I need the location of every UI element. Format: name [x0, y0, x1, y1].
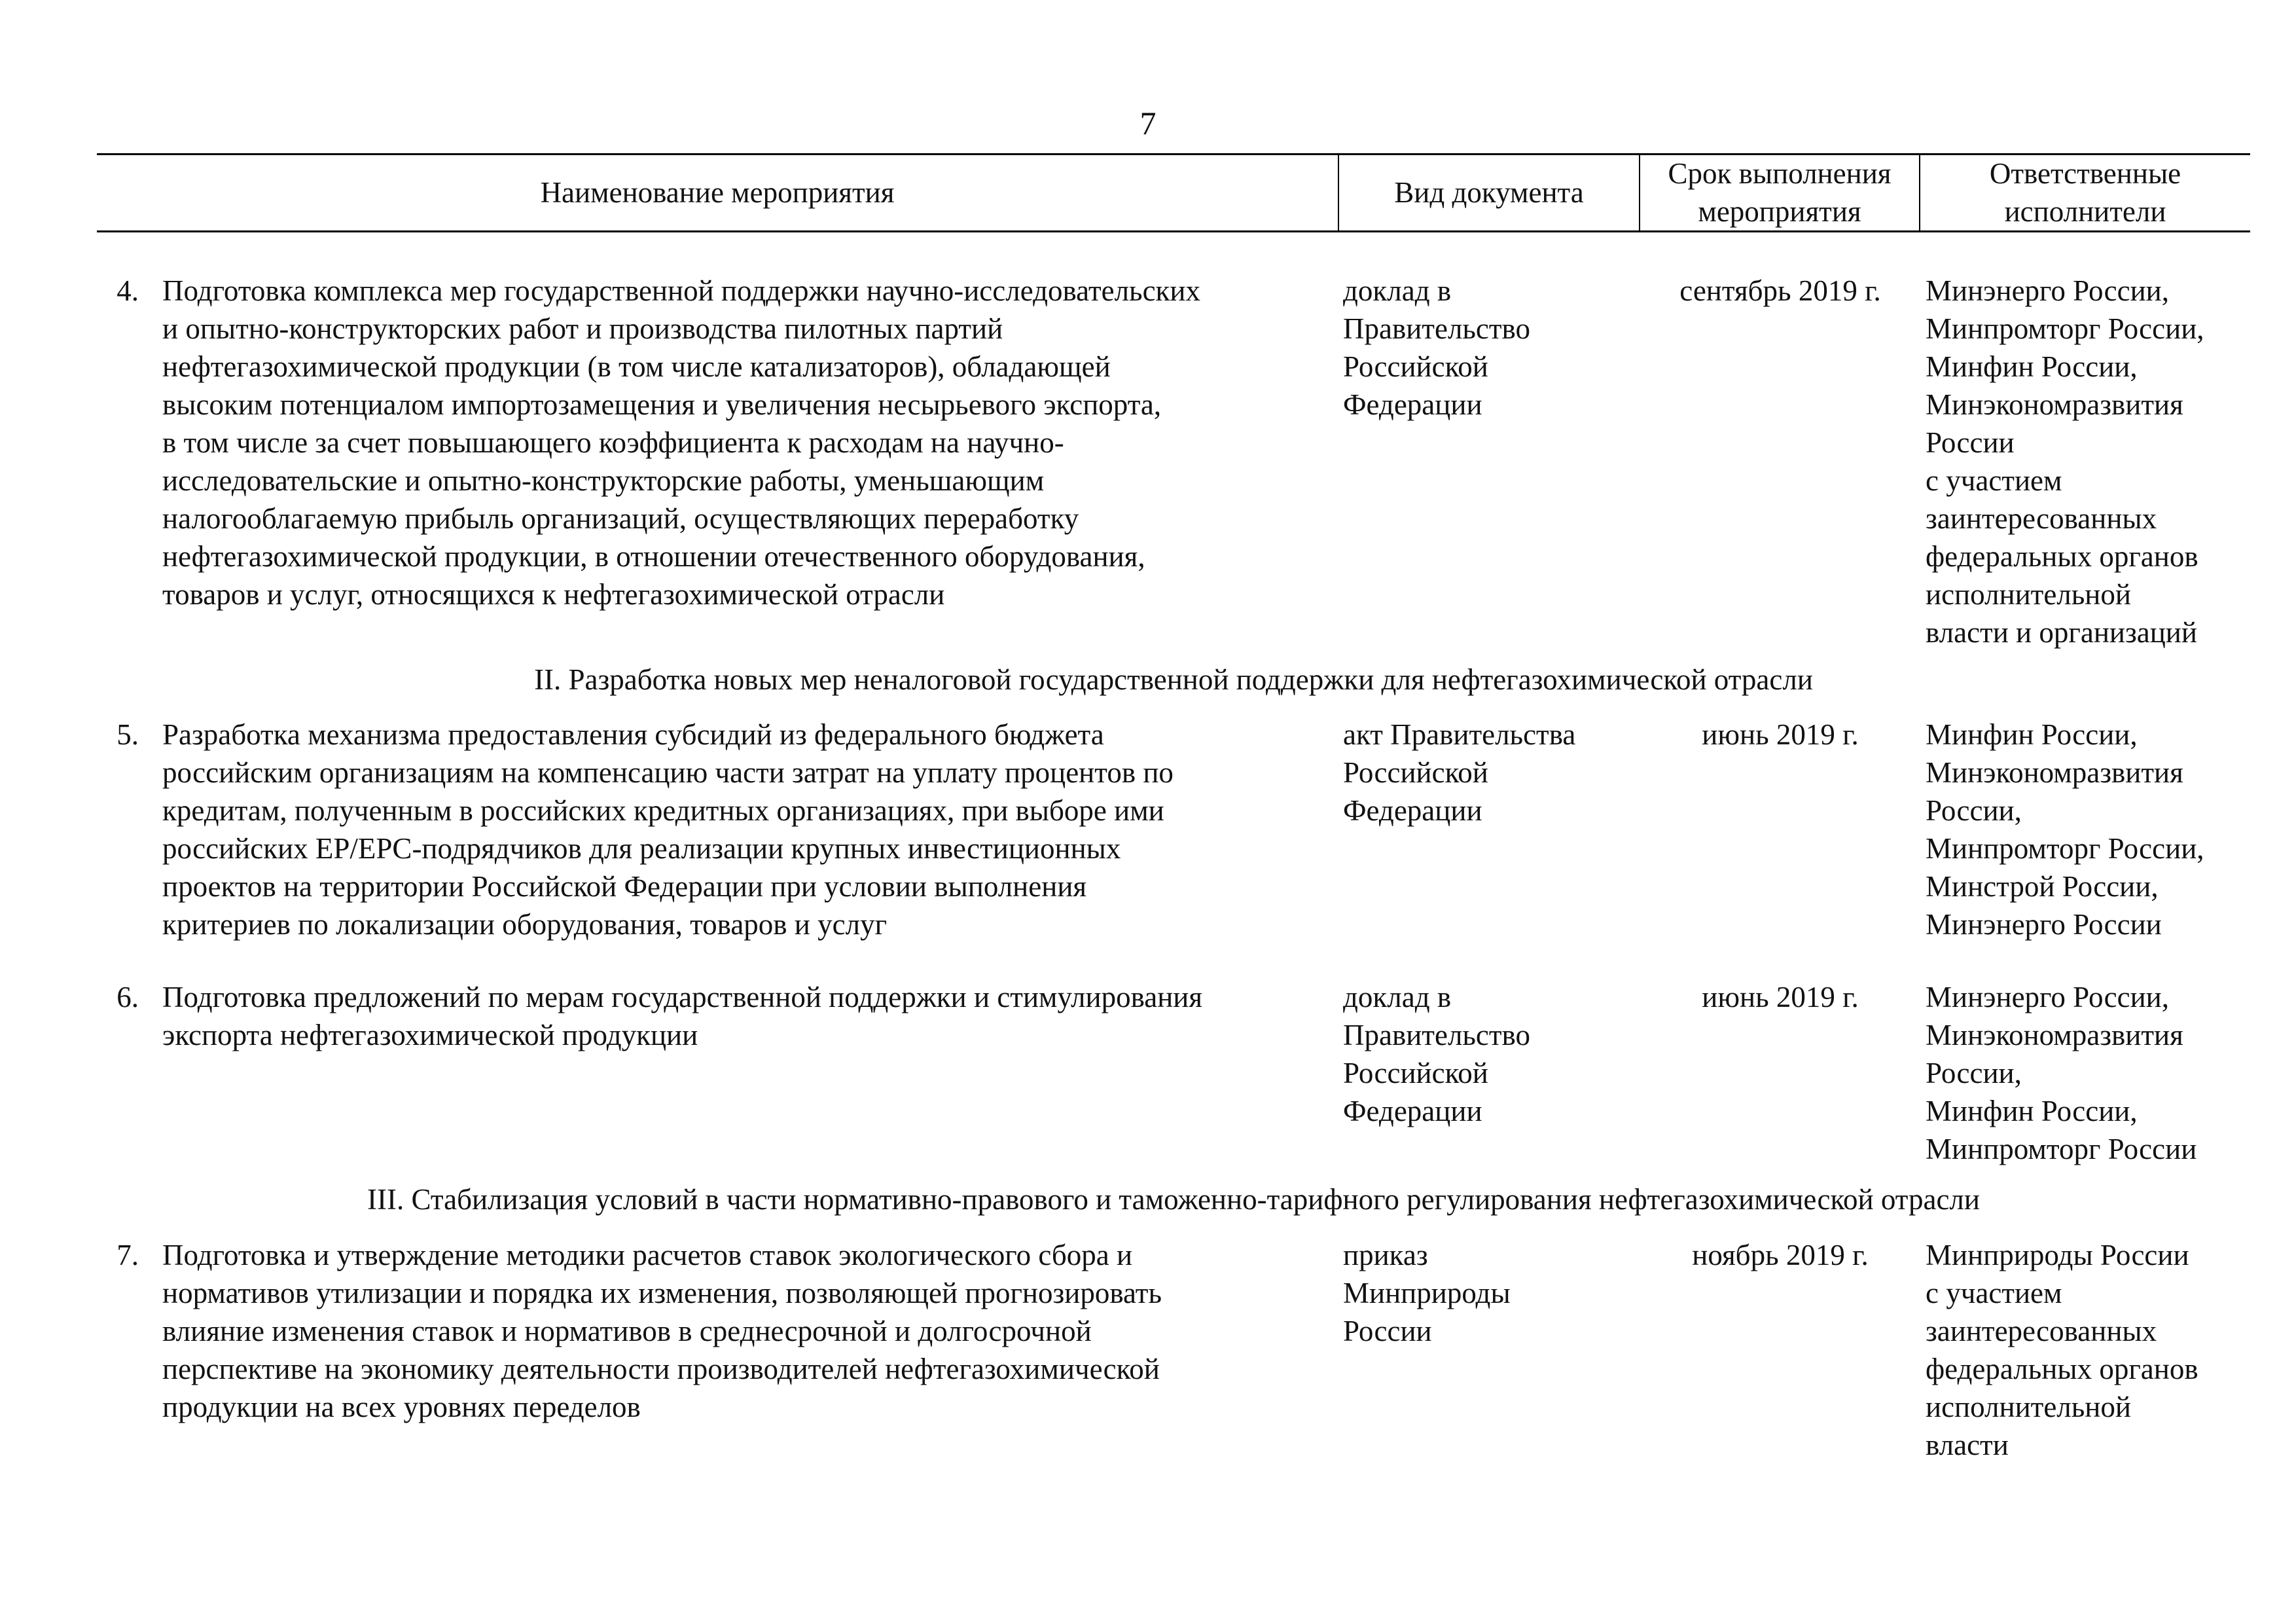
responsible: Минфин России, Минэкономразвития России, Минпромторг России, Минстрой России, Минэнерго России [1926, 718, 2204, 941]
document-type: акт Правительства Российской Федерации [1343, 718, 1576, 827]
page-number: 7 [1139, 105, 1157, 141]
header-event-name: Наименование мероприятия [540, 176, 895, 209]
row-number: 6. [117, 981, 139, 1013]
row-number: 4. [117, 274, 139, 307]
document-type: доклад в Правительство Российской Федерации [1343, 274, 1530, 421]
header-deadline: Срок выполнения мероприятия [1668, 157, 1892, 228]
event-name: Подготовка и утверждение методики расчетов ставок экологического сбора и нормативов утилизации и порядка их изменения, позволяющей прогнозировать влияние изменения ставок и нормативов в среднесрочной и долгосрочной перспективе на экономику деятельности производителей нефтегазохимической продукции на всех уровнях переделов [162, 1239, 1162, 1423]
event-name: Разработка механизма предоставления субсидий из федерального бюджета российским организациям на компенсацию части затрат на уплату процентов по кредитам, полученным в российских кредитных организациях, при выборе ими российских EP/EPC-подрядчиков для реализации крупных инвестиционных проектов на территории Российской Федерации при условии выполнения критериев по локализации оборудования, товаров и услуг [162, 718, 1174, 941]
responsible: Минприроды России с участием заинтересованных федеральных органов исполнительной власти [1926, 1239, 2198, 1461]
section-heading: III. Стабилизация условий в части нормативно-правового и таможенно-тарифного регулирования нефтегазохимической отрасли [367, 1183, 1980, 1216]
header-responsible: Ответственные исполнители [1989, 157, 2181, 228]
deadline: июнь 2019 г. [1702, 981, 1859, 1013]
document-type: приказ Минприроды России [1343, 1239, 1511, 1347]
responsible: Минэнерго России, Минпромторг России, Минфин России, Минэкономразвития России с участием заинтересованных федеральных органов исполнительной власти и организаций [1926, 274, 2204, 649]
row-number: 7. [117, 1239, 139, 1271]
responsible: Минэнерго России, Минэкономразвития России, Минфин России, Минпромторг России [1926, 981, 2197, 1165]
event-name: Подготовка комплекса мер государственной поддержки научно-исследовательских и опытно-конструкторских работ и производства пилотных партий нефтегазохимической продукции (в том числе катализаторов), обладающей высоким потенциалом импортозамещения и увеличения несырьевого экспорта, в том числе за счет повышающего коэффициента к расходам на научно- исследовательские и опытно-конструкторские работы, уменьшающим налогооблагаемую прибыль организаций, осуществляющих переработку нефтегазохимической продукции, в отношении отечественного оборудования, товаров и услуг, относящихся к нефтегазохимической отрасли [162, 274, 1200, 611]
event-name: Подготовка предложений по мерам государственной поддержки и стимулирования экспорта нефтегазохимической продукции [162, 981, 1203, 1051]
deadline: июнь 2019 г. [1702, 718, 1859, 751]
section-heading: II. Разработка новых мер неналоговой государственной поддержки для нефтегазохимической отрасли [534, 663, 1813, 696]
document-type: доклад в Правительство Российской Федерации [1343, 981, 1530, 1127]
deadline: ноябрь 2019 г. [1692, 1239, 1869, 1271]
deadline: сентябрь 2019 г. [1679, 274, 1881, 307]
row-number: 5. [117, 718, 139, 751]
table-header-bottom-rule [97, 230, 2250, 232]
header-document-type: Вид документа [1394, 176, 1584, 209]
